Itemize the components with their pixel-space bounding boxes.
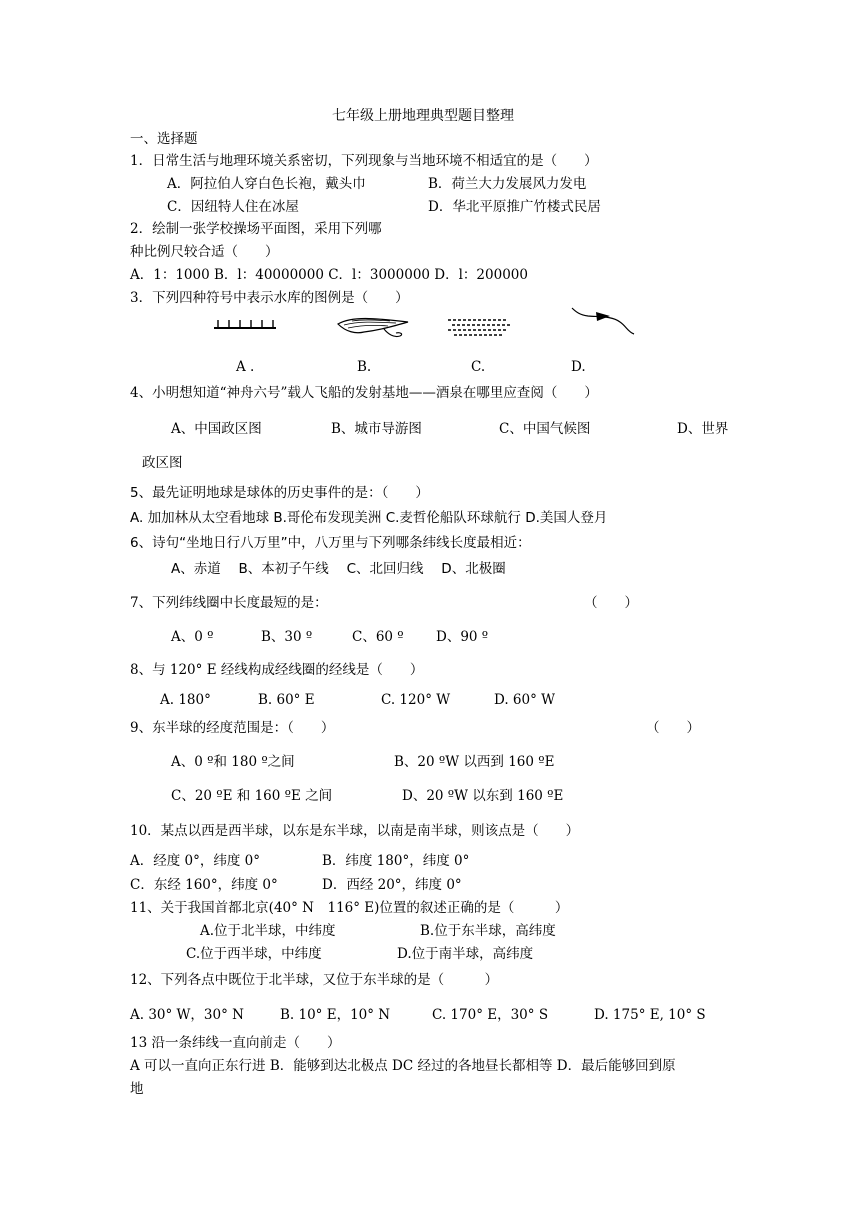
question-1-stem: 1．日常生活与地理环境关系密切，下列现象与当地环境不相适宜的是（ ）	[130, 153, 598, 169]
question-1-option-a: A．阿拉伯人穿白色长袍，戴头巾	[167, 176, 366, 192]
question-4-option-b: B、城市导游图	[331, 421, 422, 437]
question-8-option-d: D. 60° W	[494, 692, 556, 708]
question-11-option-b: B.位于东半球，高纬度	[420, 923, 556, 939]
question-4-stem: 4、小明想知道“神舟六号”载人飞船的发射基地——酒泉在哪里应查阅（ ）	[130, 385, 598, 401]
question-6-stem: 6、诗句“坐地日行八万里”中，八万里与下列哪条纬线长度最相近：	[130, 535, 531, 551]
question-4-option-a: A、中国政区图	[171, 421, 262, 437]
question-8-stem: 8、与 120° E 经线构成经线圈的经线是（ ）	[130, 662, 424, 678]
question-8-option-c: C. 120° W	[381, 692, 451, 708]
question-9-option-c: C、20 ºE 和 160 ºE 之间	[171, 788, 333, 804]
question-1-option-b: B．荷兰大力发展风力发电	[428, 176, 587, 192]
question-1-option-c: C．因纽特人住在冰屋	[167, 199, 299, 215]
question-9-option-d: D、20 ºW 以东到 160 ºE	[402, 788, 564, 804]
question-11-option-a: A.位于北半球，中纬度	[200, 923, 336, 939]
question-9-answer-paren: （ ）	[646, 720, 700, 736]
question-3-stem: 3．下列四种符号中表示水库的图例是（ ）	[130, 290, 409, 306]
question-3-option-c: C.	[471, 359, 486, 375]
river-flow-symbol-icon	[570, 306, 636, 336]
question-3-option-d: D.	[571, 359, 586, 375]
section-heading: 一、选择题	[130, 131, 198, 147]
question-10-option-a: A．经度 0°，纬度 0°	[130, 853, 261, 869]
question-11-stem: 11、关于我国首都北京(40° N 116° E)位置的叙述正确的是（ ）	[130, 900, 569, 916]
question-2-options: A．1：1000 B．l：40000000 C．l：3000000 D．l：200000	[130, 267, 528, 283]
question-13-options: A 可以一直向正东行进 B．能够到达北极点 DC 经过的各地昼长都相等 D．最后能够回到原	[130, 1058, 676, 1074]
question-12-option-c: C. 170° E，30° S	[432, 1007, 549, 1023]
question-12-option-b: B. 10° E，10° N	[280, 1007, 391, 1023]
question-7-answer-paren: （ ）	[584, 595, 638, 611]
question-12-stem: 12、下列各点中既位于北半球，又位于东半球的是（ ）	[130, 972, 499, 988]
question-12-option-a: A. 30° W，30° N	[130, 1007, 244, 1023]
question-13-options-continued: 地	[130, 1081, 144, 1097]
question-4-option-d: D、世界	[677, 421, 729, 437]
question-7-option-c: C、60 º	[352, 629, 404, 645]
question-4-option-d-continued: 政区图	[142, 455, 183, 471]
question-13-stem: 13 沿一条纬线一直向前走（ ）	[130, 1035, 341, 1051]
question-2-stem-line1: 2．绘制一张学校操场平面图，采用下列哪	[130, 221, 382, 237]
question-7-option-b: B、30 º	[261, 629, 313, 645]
question-9-stem: 9、东半球的经度范围是：（ ）	[130, 720, 335, 736]
question-1-option-d: D．华北平原推广竹楼式民居	[428, 199, 601, 215]
question-9-option-b: B、20 ºW 以西到 160 ºE	[394, 754, 555, 770]
page-title: 七年级上册地理典型题目整理	[332, 108, 514, 124]
question-8-option-a: A. 180°	[160, 692, 211, 708]
question-11-option-d: D.位于南半球，高纬度	[397, 946, 534, 962]
question-4-option-c: C、中国气候图	[499, 421, 591, 437]
question-7-option-a: A、0 º	[171, 629, 214, 645]
question-5-options: A. 加加林从太空看地球 B.哥伦布发现美洲 C.麦哲伦船队环球航行 D.美国人登月	[130, 510, 608, 526]
dam-symbol-icon	[212, 315, 278, 331]
marsh-symbol-icon	[446, 317, 512, 337]
question-10-option-c: C．东经 160°，纬度 0°	[130, 877, 278, 893]
question-9-option-a: A、0 º和 180 º之间	[171, 754, 295, 770]
question-2-stem-line2: 种比例尺较合适（ ）	[130, 244, 279, 260]
question-10-option-d: D．西经 20°，纬度 0°	[322, 877, 462, 893]
reservoir-symbol-icon	[334, 314, 412, 344]
question-11-option-c: C.位于西半球，中纬度	[186, 946, 322, 962]
question-6-options: A、赤道 B、本初子午线 C、北回归线 D、北极圈	[171, 561, 506, 577]
question-7-option-d: D、90 º	[436, 629, 489, 645]
question-5-stem: 5、最先证明地球是球体的历史事件的是：（ ）	[130, 485, 429, 501]
question-10-stem: 10．某点以西是西半球，以东是东半球，以南是南半球，则该点是（ ）	[130, 823, 580, 839]
question-7-stem: 7、下列纬线圈中长度最短的是：	[130, 595, 328, 611]
question-12-option-d: D. 175° E, 10° S	[594, 1007, 706, 1023]
question-3-option-b: B.	[357, 359, 372, 375]
question-3-option-a: A .	[236, 359, 255, 375]
question-10-option-b: B．纬度 180°，纬度 0°	[322, 853, 470, 869]
question-8-option-b: B. 60° E	[258, 692, 315, 708]
